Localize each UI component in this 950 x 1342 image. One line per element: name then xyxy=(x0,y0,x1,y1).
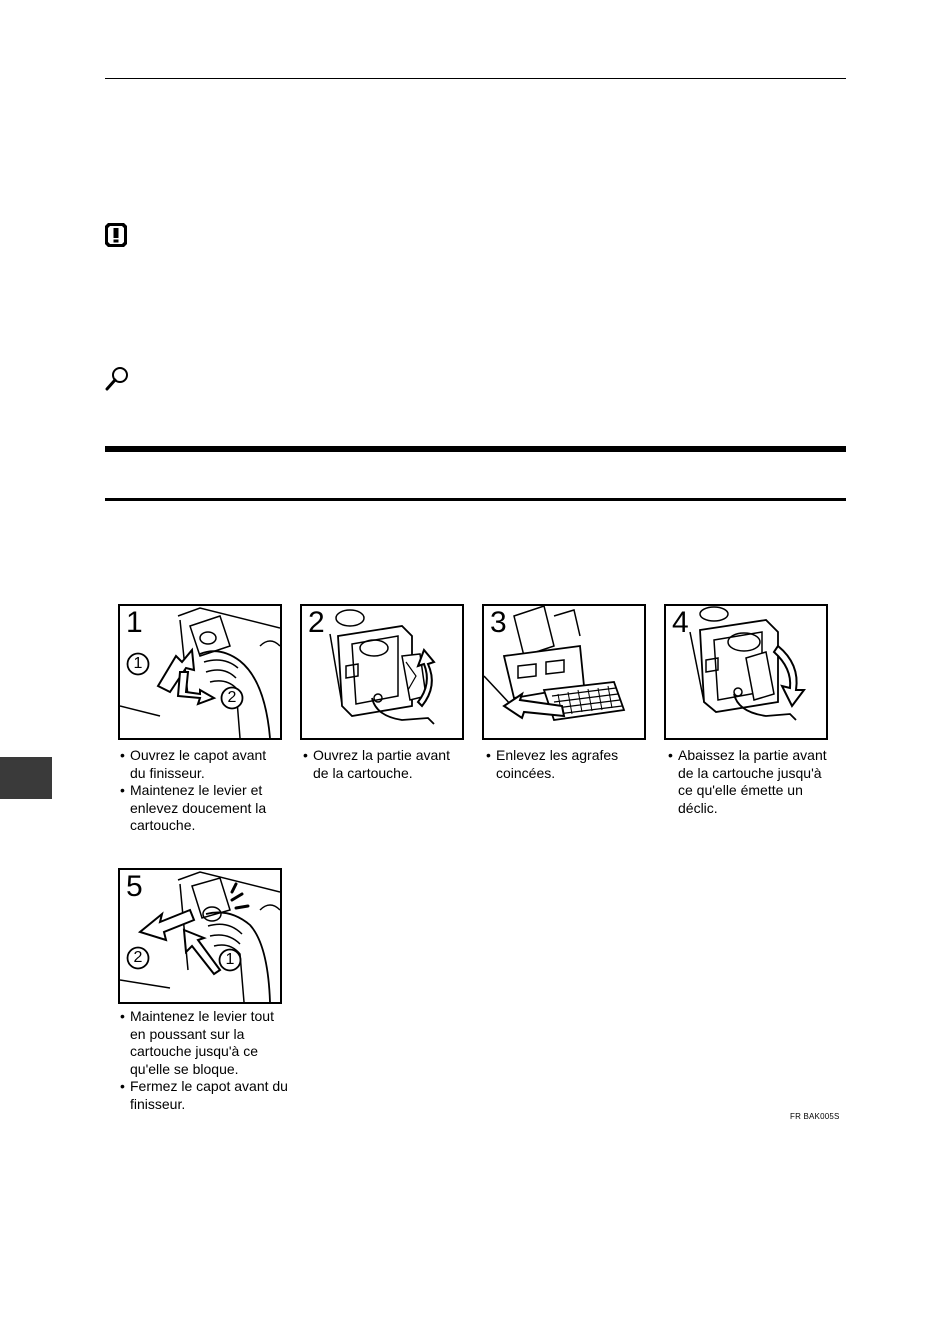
step-number: 2 xyxy=(308,606,325,639)
step-5-illustration xyxy=(118,868,282,1004)
step-5-caption xyxy=(120,1008,288,1113)
step-1-caption xyxy=(120,747,285,835)
step-4-caption xyxy=(668,747,838,817)
step-5-bullet-1: • Maintenez le levier tout en poussant sur la cartouche jusqu'à ce qu'elle se bloque. xyxy=(120,1008,288,1078)
step-2-caption xyxy=(303,747,468,782)
figure-code: FR BAK005S xyxy=(790,1112,840,1121)
step-3-illustration xyxy=(482,604,646,740)
chapter-tab xyxy=(0,757,52,799)
step-1-bullet-1: • Ouvrez le capot avant du finisseur. xyxy=(120,747,285,782)
step-3-bullet-1: • Enlevez les agrafes coincées. xyxy=(486,747,651,782)
step-number: 3 xyxy=(490,606,507,639)
step-2-bullet-1: • Ouvrez la partie avant de la cartouche. xyxy=(303,747,468,782)
callout-1-marker: 1 xyxy=(218,948,242,972)
step-number: 4 xyxy=(672,606,689,639)
step-5-bullet-2: • Fermez le capot avant du finisseur. xyxy=(120,1078,288,1113)
step-number: 1 xyxy=(126,606,143,639)
step-3-caption xyxy=(486,747,651,782)
important-icon xyxy=(104,222,128,248)
step-number: 5 xyxy=(126,870,143,903)
section-rule-thick xyxy=(105,446,846,452)
step-4-bullet-1: • Abaissez la partie avant de la cartouche jusqu'à ce qu'elle émette un déclic. xyxy=(668,747,838,817)
magnifier-icon xyxy=(104,366,130,392)
callout-2-marker: 2 xyxy=(220,686,244,710)
step-4-illustration xyxy=(664,604,828,740)
section-rule-thin xyxy=(105,498,846,501)
callout-2-marker: 2 xyxy=(126,946,150,970)
callout-1-marker: 1 xyxy=(126,652,150,676)
step-1-bullet-2: • Maintenez le levier et enlevez doucement la cartouche. xyxy=(120,782,285,835)
step-2-illustration xyxy=(300,604,464,740)
step-1-illustration xyxy=(118,604,282,740)
header-rule xyxy=(105,78,846,79)
